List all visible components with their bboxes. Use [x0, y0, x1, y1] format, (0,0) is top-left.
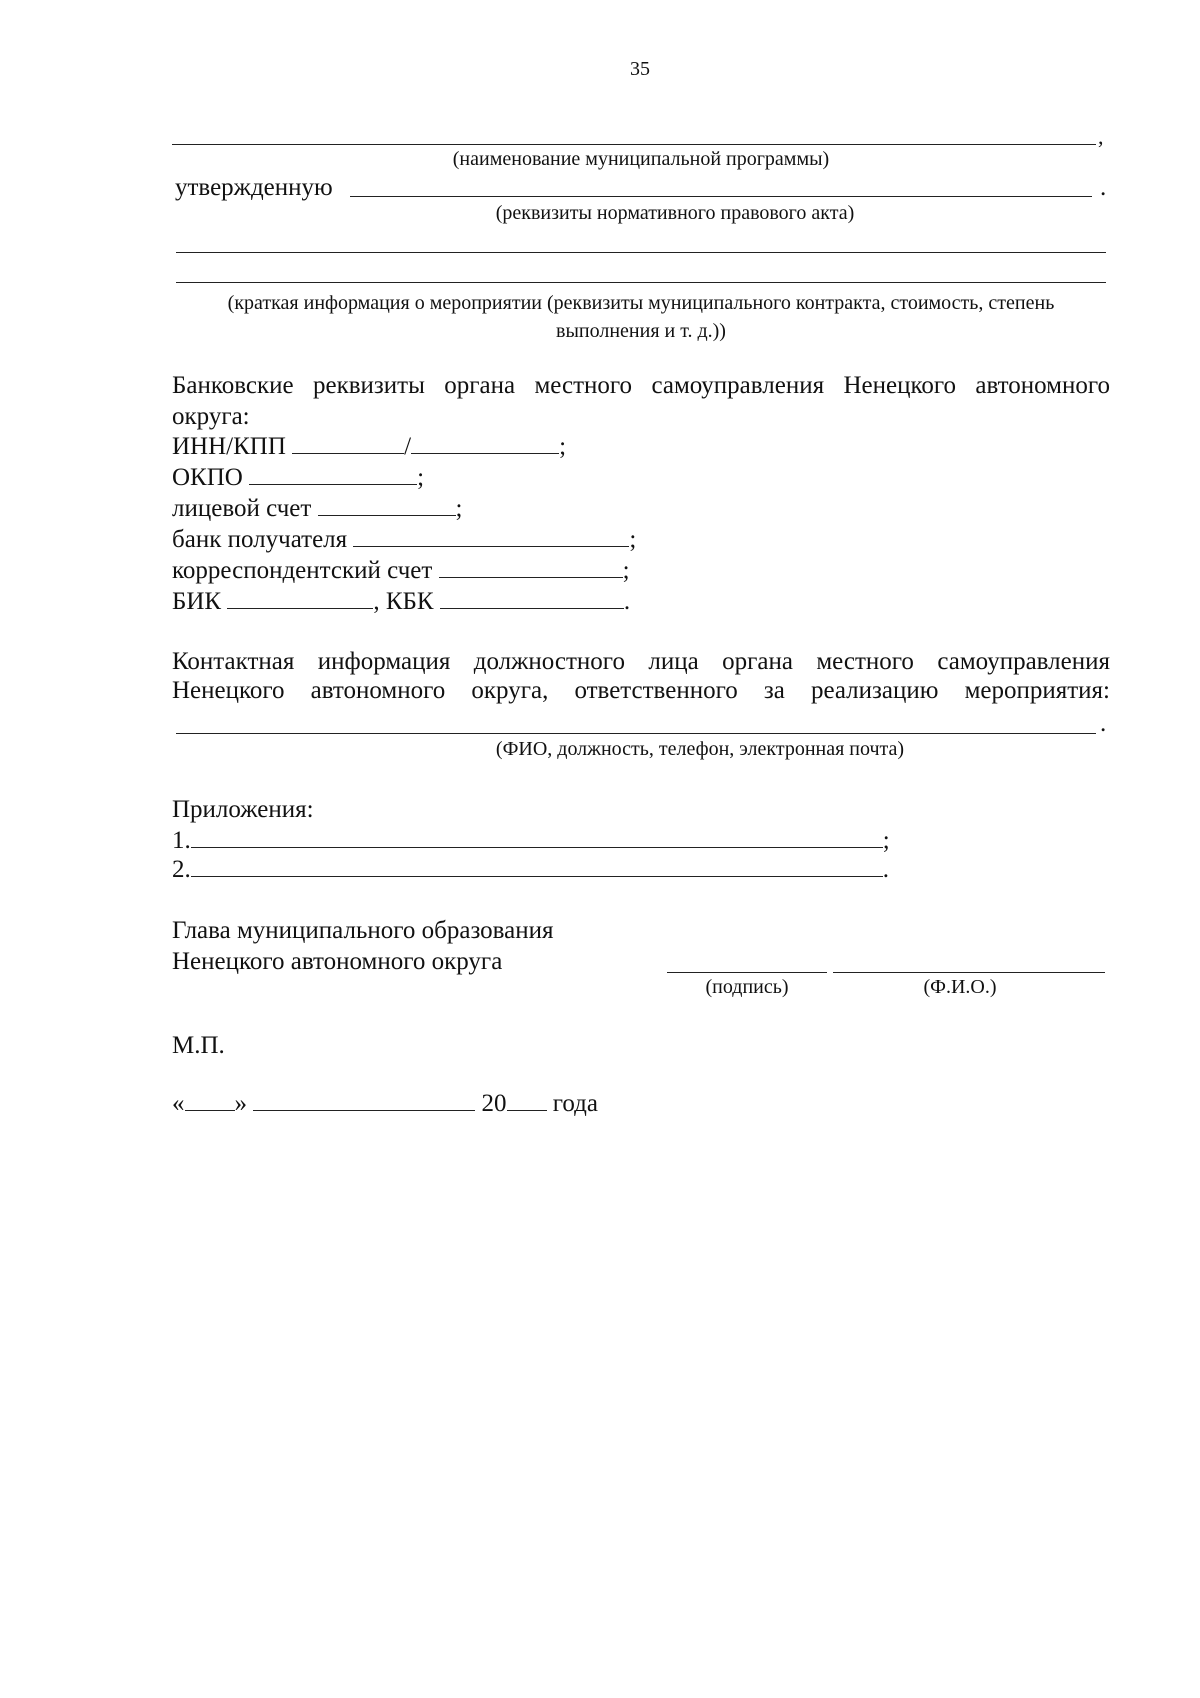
okpo-semicolon: ;	[417, 464, 425, 491]
okpo-label: ОКПО	[172, 464, 243, 491]
inn-kpp-semicolon: ;	[559, 433, 567, 460]
bik-label: БИК	[172, 588, 222, 615]
inn-kpp-row	[172, 431, 566, 462]
contact-line1: Контактная информация должностного лица органа местного самоуправления	[172, 648, 1110, 675]
corr-account-field[interactable]	[439, 557, 623, 578]
bik-field[interactable]	[227, 588, 373, 609]
attachment-1-row	[172, 825, 890, 856]
program-name-line[interactable]	[172, 144, 1096, 145]
attachment-2-number: 2.	[172, 856, 191, 883]
date-year-suffix: года	[552, 1090, 598, 1117]
event-info-line-2[interactable]	[176, 282, 1106, 283]
signature-line[interactable]	[667, 972, 827, 973]
attachment-1-field[interactable]	[191, 827, 883, 848]
stamp-place: М.П.	[172, 1032, 225, 1059]
contact-line2: Ненецкого автономного округа, ответственного за реализацию мероприятия:	[172, 677, 1110, 704]
bank-semicolon: ;	[629, 526, 637, 553]
event-info-caption-1: (краткая информация о мероприятии (реквизиты муниципального контракта, стоимость, степень	[227, 292, 1055, 314]
date-year-prefix: 20	[481, 1090, 507, 1117]
event-info-line-1[interactable]	[176, 252, 1106, 253]
date-month-field[interactable]	[253, 1090, 475, 1111]
bank-heading-line1: Банковские реквизиты органа местного самоуправления Ненецкого автономного	[172, 372, 1110, 399]
contact-field-line[interactable]	[176, 733, 1096, 734]
account-label: лицевой счет	[172, 495, 312, 522]
signature-caption: (подпись)	[705, 976, 789, 998]
attachments-heading: Приложения:	[172, 796, 314, 823]
signer-title-line2: Ненецкого автономного округа	[172, 948, 503, 975]
date-year-field[interactable]	[507, 1090, 547, 1111]
inn-field[interactable]	[292, 433, 404, 454]
inn-kpp-label: ИНН/КПП	[172, 433, 286, 460]
full-name-caption: (Ф.И.О.)	[923, 976, 997, 998]
account-field[interactable]	[318, 495, 456, 516]
date-open-quote: «	[172, 1090, 185, 1117]
bank-label: банк получателя	[172, 526, 348, 553]
okpo-field[interactable]	[249, 464, 417, 485]
account-row	[172, 493, 463, 524]
bank-field[interactable]	[353, 526, 629, 547]
bik-kbk-row	[172, 586, 630, 617]
attachment-2-field[interactable]	[191, 856, 883, 877]
attachment-1-end: ;	[882, 827, 890, 854]
attachment-2-row	[172, 854, 889, 885]
program-name-comma: ,	[1098, 124, 1104, 149]
page-number: 35	[630, 58, 650, 80]
signer-title-line1: Глава муниципального образования	[172, 917, 554, 944]
attachment-2-end: .	[882, 856, 889, 883]
approved-act-caption: (реквизиты нормативного правового акта)	[495, 202, 855, 224]
approved-period: .	[1100, 174, 1107, 201]
kbk-label: , КБК	[373, 588, 434, 615]
corr-account-semicolon: ;	[622, 557, 630, 584]
corr-account-label: корреспондентский счет	[172, 557, 433, 584]
contact-period: .	[1100, 710, 1107, 737]
approved-act-line[interactable]	[350, 196, 1092, 197]
bank-row	[172, 524, 636, 555]
event-info-caption-2: выполнения и т. д.))	[556, 320, 726, 342]
contact-caption: (ФИО, должность, телефон, электронная почта)	[495, 738, 905, 760]
full-name-line[interactable]	[833, 972, 1105, 973]
approved-label: утвержденную	[175, 174, 333, 201]
okpo-row	[172, 462, 424, 493]
bik-kbk-period: .	[623, 588, 631, 615]
inn-kpp-separator: /	[404, 433, 412, 460]
date-row	[172, 1088, 598, 1119]
kbk-field[interactable]	[440, 588, 624, 609]
date-close-quote: »	[234, 1090, 247, 1117]
account-semicolon: ;	[455, 495, 463, 522]
attachment-1-number: 1.	[172, 827, 191, 854]
program-name-caption: (наименование муниципальной программы)	[452, 148, 830, 170]
corr-account-row	[172, 555, 630, 586]
date-day-field[interactable]	[185, 1090, 235, 1111]
kpp-field[interactable]	[411, 433, 559, 454]
bank-heading-line2: округа:	[172, 403, 250, 430]
